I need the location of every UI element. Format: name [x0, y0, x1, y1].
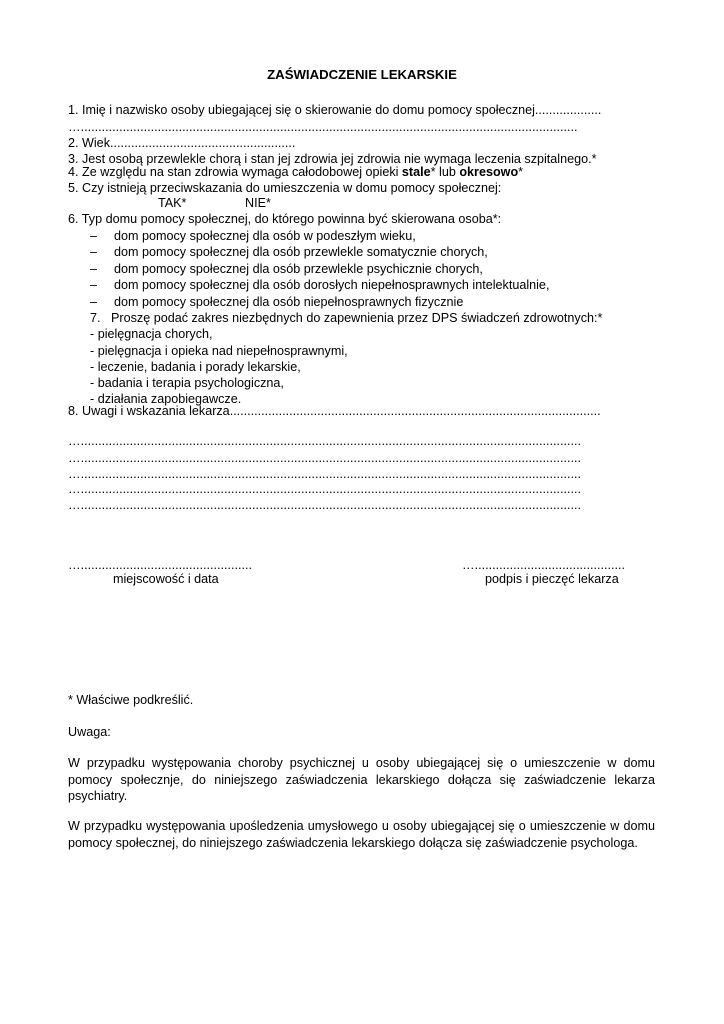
item-6-option-text: dom pomocy społecznej dla osób w podeszłym wieku,: [114, 229, 416, 243]
remarks-line: …...............................................................................................................................................: [68, 467, 581, 481]
place-date-label: miejscowość i data: [113, 572, 219, 586]
item-6-option: [90, 294, 463, 311]
note-paragraph-psychiatry: W przypadku występowania choroby psychicznej u osoby ubiegającej się o umieszczenie w domu pomocy społecznje, do niniejszego zaświadczenia lekarskiego dołącza się zaświadczenie lekarza psychiatry.: [68, 756, 655, 803]
item-7-option: - pielęgnacja chorych,: [90, 327, 213, 341]
item-7-services: 7. Proszę podać zakres niezbędnych do zapewnienia przez DPS świadczeń zdrowotnych:*: [90, 311, 603, 325]
item-3-condition: 3. Jest osobą przewlekle chorą i stan jej zdrowia jej zdrowia nie wymaga leczenia szpitalnego.*: [68, 152, 597, 166]
note-paragraph-psychology: W przypadku występowania upośledzenia umysłowego u osoby ubiegającej się o umieszczenie w domu pomocy społecznej, do niniejszego zaświadczenia lekarskiego dołącza się zaświadczenie psychologa.: [68, 819, 655, 850]
signature-dots: …...........................................: [462, 558, 626, 572]
item-7-option: - działania zapobiegawcze.: [90, 392, 242, 406]
item-6-option-text: dom pomocy społecznej dla osób przewlekle psychicznie chorych,: [114, 262, 483, 276]
item-6-option-text: dom pomocy społecznej dla osób niepełnosprawnych fizycznie: [114, 295, 464, 309]
item-6-option: [90, 244, 488, 261]
item-1-continuation: …..............................................................................................................................................: [68, 120, 578, 134]
dash-bullet: –: [90, 278, 98, 292]
note-label: Uwaga:: [68, 725, 111, 739]
item-5-tak: TAK*: [158, 196, 187, 210]
place-date-dots: ….................................................: [68, 558, 253, 572]
item-4-okresowo: okresowo: [459, 165, 519, 179]
footnote: * Właściwe podkreślić.: [68, 693, 194, 707]
item-6-option: [90, 228, 416, 245]
item-6-option: [90, 261, 483, 278]
item-6-option-text: dom pomocy społecznej dla osób dorosłych niepełnosprawnych intelektualnie,: [114, 278, 550, 292]
dash-bullet: –: [90, 295, 98, 309]
item-4-care: [68, 164, 523, 181]
item-4-stale: stale: [401, 165, 431, 179]
item-4-text-mid: * lub: [430, 165, 460, 179]
remarks-line: …...............................................................................................................................................: [68, 482, 581, 496]
signature-label: podpis i pieczęć lekarza: [485, 572, 619, 586]
item-5-contraindications: 5. Czy istnieją przeciwskazania do umieszczenia w domu pomocy społecznej:: [68, 181, 502, 195]
remarks-line: …...............................................................................................................................................: [68, 451, 581, 465]
item-7-option: - badania i terapia psychologiczna,: [90, 376, 284, 390]
remarks-line: …...............................................................................................................................................: [68, 434, 581, 448]
item-4-text-pre: 4. Ze względu na stan zdrowia wymaga całodobowej opieki: [68, 165, 402, 179]
remarks-line: …...............................................................................................................................................: [68, 498, 581, 512]
item-6-option: [90, 277, 549, 294]
item-6-type: 6. Typ domu pomocy społecznej, do którego powinna być skierowana osoba*:: [68, 212, 502, 226]
dash-bullet: –: [90, 245, 98, 259]
item-8-remarks: 8. Uwagi i wskazania lekarza..........................................................................................................: [68, 404, 601, 418]
item-5-nie: NIE*: [245, 196, 271, 210]
item-6-option-text: dom pomocy społecznej dla osób przewlekle somatycznie chorych,: [114, 245, 488, 259]
dash-bullet: –: [90, 262, 98, 276]
item-4-text-post: *: [518, 165, 524, 179]
item-7-option: - leczenie, badania i porady lekarskie,: [90, 360, 301, 374]
document-title: ZAŚWIADCZENIE LEKARSKIE: [267, 67, 457, 82]
item-1-name: 1. Imię i nazwisko osoby ubiegającej się o skierowanie do domu pomocy społecznej...................: [68, 103, 602, 117]
dash-bullet: –: [90, 229, 98, 243]
item-7-option: - pielęgnacja i opieka nad niepełnosprawnymi,: [90, 344, 348, 358]
item-2-age: 2. Wiek.....................................................: [68, 136, 296, 150]
